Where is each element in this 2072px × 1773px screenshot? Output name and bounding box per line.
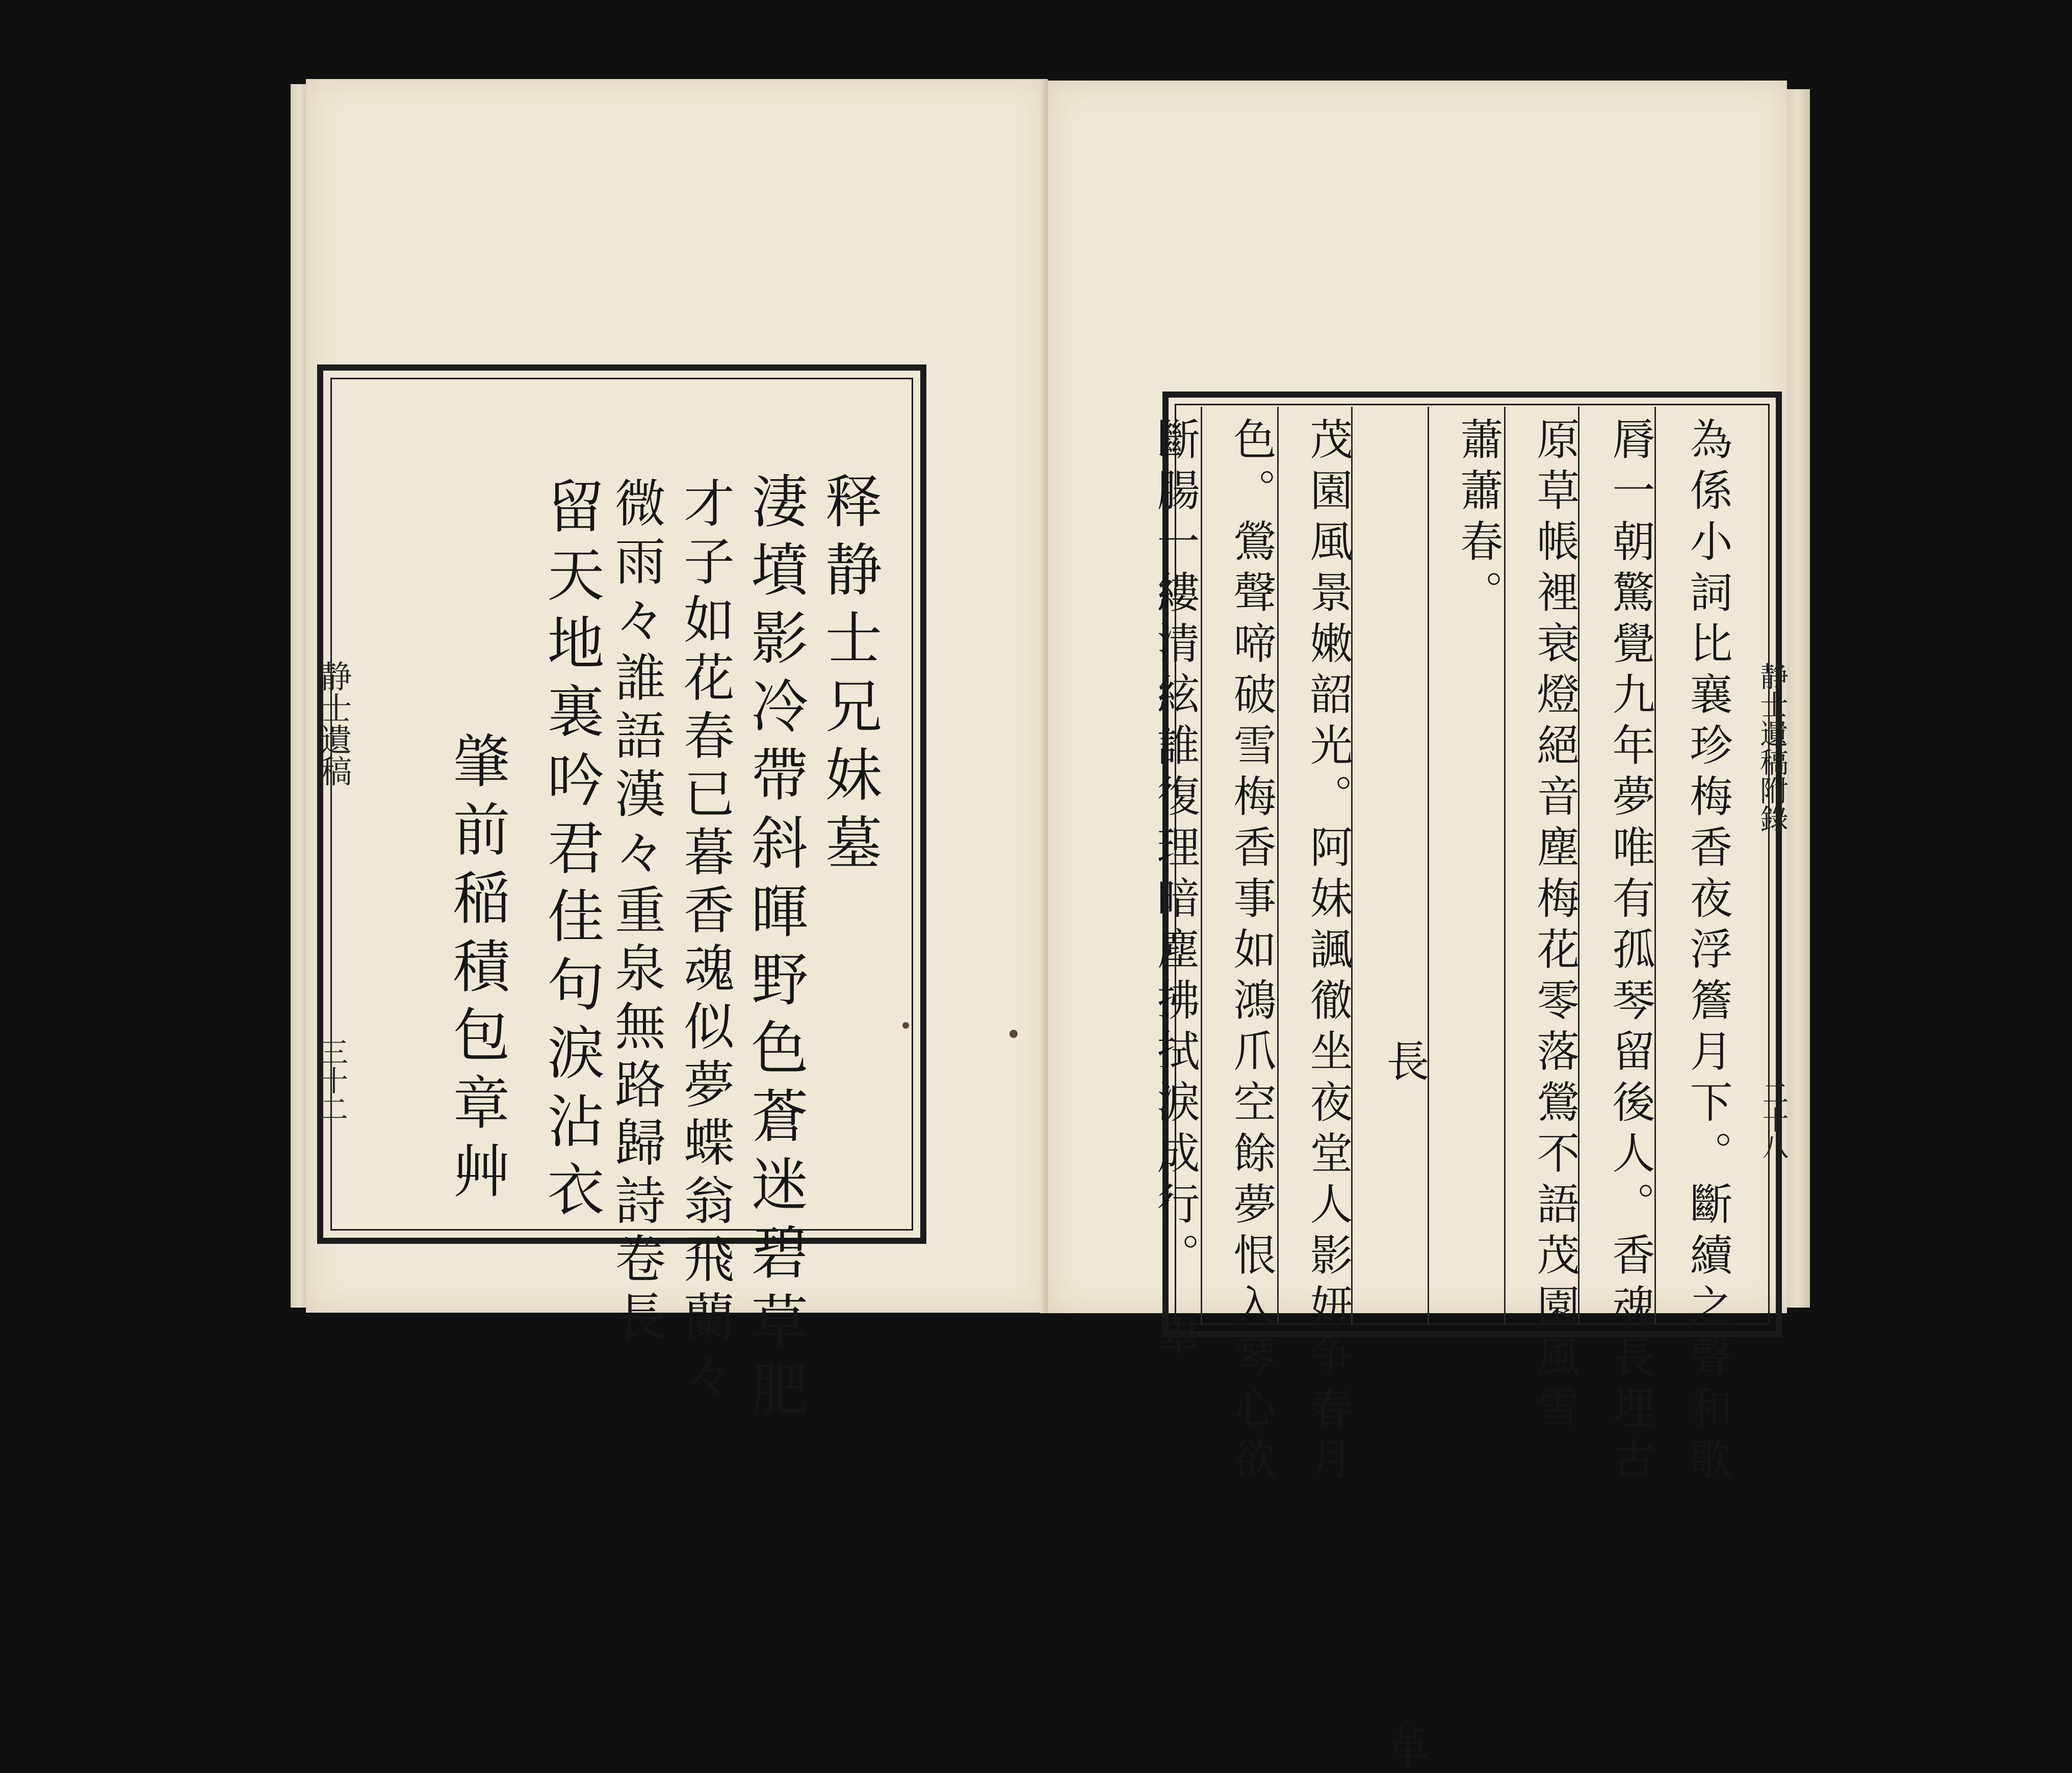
paper-spot — [902, 1022, 909, 1029]
prose-column-2: 脣一朝驚覺九年夢唯有孤琴留後人。香魂長埋古 — [1605, 417, 1655, 1488]
left-page — [306, 79, 1048, 1428]
poem-column-2: 色。鶯聲啼破雪梅香事如鴻爪空餘夢恨入琴心欲 — [1227, 417, 1277, 1488]
left-margin-page: 三十二 — [315, 1037, 348, 1123]
prose-column-1: 為係小詞比襄珍梅香夜浮簷月下。斷續之聲和歌 — [1683, 417, 1733, 1488]
right-page — [1048, 81, 1789, 1773]
poem-title: 释静士兄妹墓 — [816, 472, 882, 881]
right-margin-page: 二十八 — [1757, 1080, 1788, 1159]
prose-column-4: 蕭蕭春。 — [1454, 417, 1504, 621]
paper-spot — [1009, 1030, 1018, 1038]
poem-signature: 肇前稲積包章艸 — [444, 732, 510, 1210]
poem-author-line: 長 革 — [1380, 1039, 1430, 1773]
poem-column-1: 茂園風景嫩韶光。阿妹諷徹坐夜堂人影妍争春月 — [1303, 417, 1353, 1488]
left-page-edge — [291, 84, 308, 1308]
poem-line-4: 留天地裏吟君佳句淚沾衣 — [538, 477, 604, 1228]
poem-line-1: 淒墳影冷帶斜暉野色蒼迷碧草肥 — [742, 472, 808, 1428]
poem-column-3: 斷腸一縷清絃誰復理暗塵拂拭淚成行。 畢 — [1150, 417, 1200, 1364]
prose-column-3: 原草帳裡衰燈絕音塵梅花零落鶯不語茂園風雪 — [1530, 417, 1580, 1437]
poem-line-2: 才子如花春已暮香魂似夢蝶翁飛蘭々 — [675, 477, 735, 1406]
right-margin-title: 静士遺稿附錄 — [1755, 662, 1789, 833]
left-margin-title: 静士遺稿 — [315, 660, 352, 787]
poem-line-3: 微雨々誰語漢々重泉無路歸詩卷長 — [606, 477, 666, 1348]
